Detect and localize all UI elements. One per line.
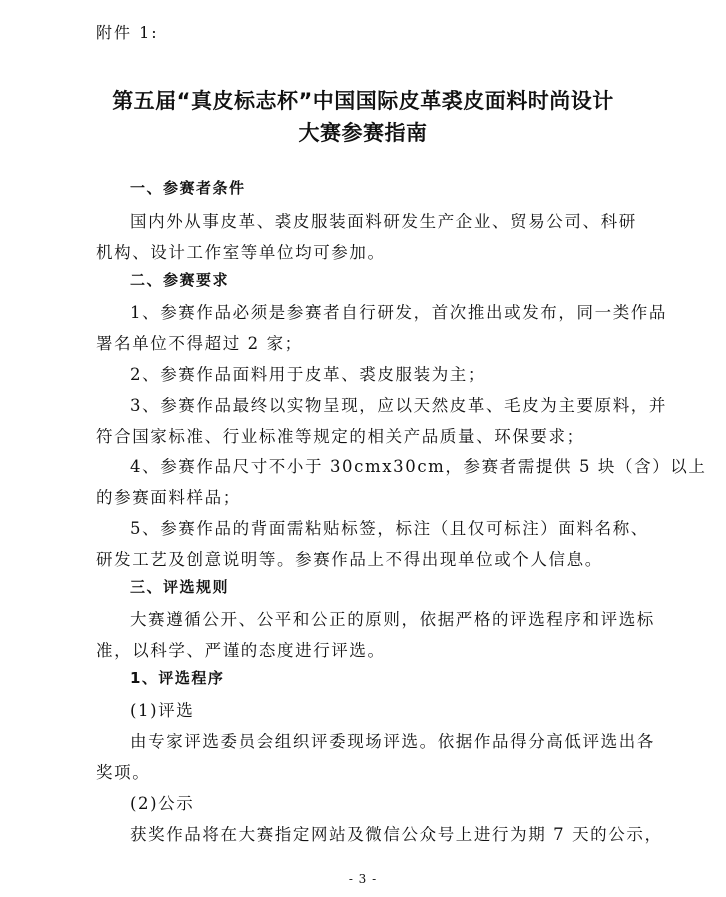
list-item-continuation: 署名单位不得超过 2 家；	[96, 334, 303, 353]
list-item: 3、参赛作品最终以实物呈现，应以天然皮革、毛皮为主要原料，并	[130, 396, 667, 415]
list-item-continuation: 符合国家标准、行业标准等规定的相关产品质量、环保要求；	[96, 427, 585, 446]
page-number: - 3 -	[348, 872, 378, 886]
list-item: 1、参赛作品必须是参赛者自行研发，首次推出或发布，同一类作品	[130, 303, 667, 322]
list-item: 5、参赛作品的背面需粘贴标签，标注（且仅可标注）面料名称、	[130, 519, 649, 538]
document-title: 第五届“真皮标志杯”中国国际皮革裘皮面料时尚设计	[112, 89, 614, 113]
paragraph-line: 机构、设计工作室等单位均可参加。	[96, 243, 386, 262]
paragraph-line: 获奖作品将在大赛指定网站及微信公众号上进行为期 7 天的公示，	[130, 825, 663, 844]
list-item: 4、参赛作品尺寸不小于 30cmx30cm，参赛者需提供 5 块（含）以上	[130, 457, 707, 476]
subsection-label: (1)评选	[130, 701, 195, 720]
paragraph-line: 奖项。	[96, 763, 151, 782]
section1-heading: 一、参赛者条件	[130, 179, 246, 197]
list-item-continuation: 的参赛面料样品；	[96, 488, 241, 507]
attachment-label: 附件 1:	[96, 23, 159, 42]
document-title-line2: 大赛参赛指南	[298, 121, 428, 145]
paragraph-line: 大赛遵循公开、公平和公正的原则，依据严格的评选程序和评选标	[130, 610, 655, 629]
subsection-label: (2)公示	[130, 794, 195, 813]
subsection-heading: 1、评选程序	[130, 669, 225, 687]
paragraph-line: 由专家评选委员会组织评委现场评选。依据作品得分高低评选出各	[130, 732, 655, 751]
paragraph-line: 准，以科学、严谨的态度进行评选。	[96, 641, 386, 660]
list-item: 2、参赛作品面料用于皮革、裘皮服装为主；	[130, 365, 486, 384]
paragraph-line: 国内外从事皮革、裘皮服装面料研发生产企业、贸易公司、科研	[130, 212, 637, 231]
section2-heading: 二、参赛要求	[130, 271, 230, 289]
list-item-continuation: 研发工艺及创意说明等。参赛作品上不得出现单位或个人信息。	[96, 550, 603, 569]
section3-heading: 三、评选规则	[130, 578, 230, 596]
